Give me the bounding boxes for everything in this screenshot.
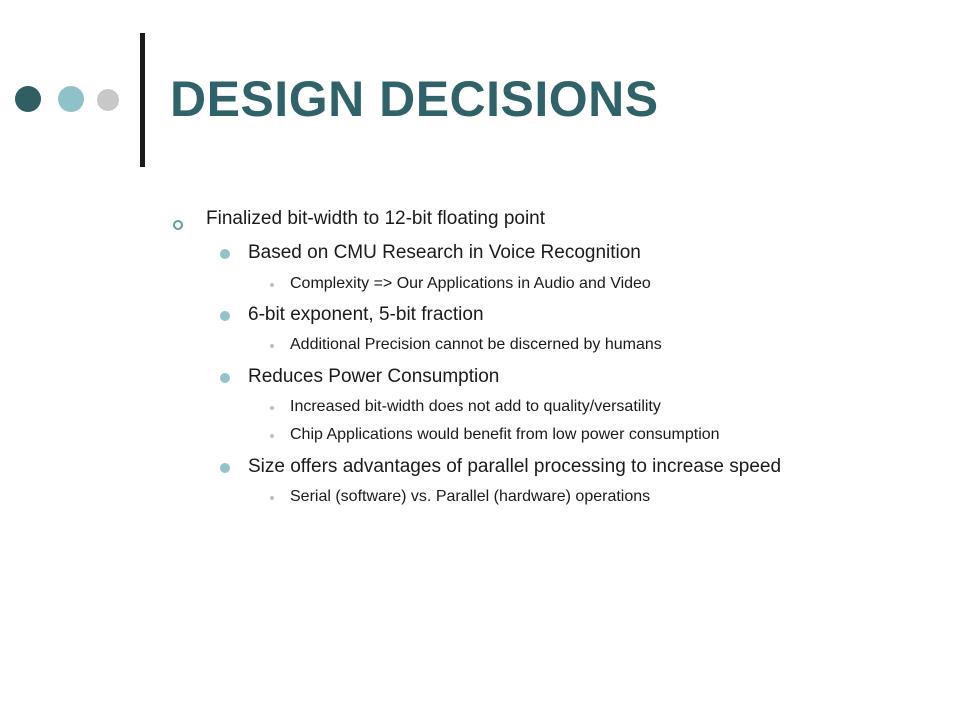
bullet-chip-applications: Chip Applications would benefit from low power consumption <box>290 426 720 443</box>
dot-bullet-icon <box>270 283 274 287</box>
dot-bullet-icon <box>270 496 274 500</box>
bullet-cmu-research: Based on CMU Research in Voice Recognition <box>248 242 641 263</box>
disc-bullet-icon <box>220 249 230 259</box>
ring-bullet-icon <box>173 220 183 230</box>
dot-bullet-icon <box>270 406 274 410</box>
decorative-dot-light <box>58 86 84 112</box>
disc-bullet-icon <box>220 311 230 321</box>
bullet-power: Reduces Power Consumption <box>248 366 500 387</box>
decorative-dot-gray <box>97 89 119 111</box>
bullet-bitwidth-quality: Increased bit-width does not add to quality/versatility <box>290 398 661 415</box>
bullet-precision: Additional Precision cannot be discerned by humans <box>290 336 662 353</box>
slide-title: DESIGN DECISIONS <box>170 71 659 127</box>
bullet-exponent-fraction: 6-bit exponent, 5-bit fraction <box>248 304 484 325</box>
disc-bullet-icon <box>220 373 230 383</box>
bullet-serial-parallel: Serial (software) vs. Parallel (hardware) operations <box>290 488 651 505</box>
bullet-main: Finalized bit-width to 12-bit floating point <box>206 208 546 229</box>
dot-bullet-icon <box>270 434 274 438</box>
decorative-dot-dark <box>15 86 41 112</box>
disc-bullet-icon <box>220 463 230 473</box>
bullet-complexity: Complexity => Our Applications in Audio and Video <box>290 275 651 292</box>
dot-bullet-icon <box>270 344 274 348</box>
title-divider <box>140 33 145 167</box>
bullet-parallel-speed: Size offers advantages of parallel processing to increase speed <box>248 456 782 477</box>
